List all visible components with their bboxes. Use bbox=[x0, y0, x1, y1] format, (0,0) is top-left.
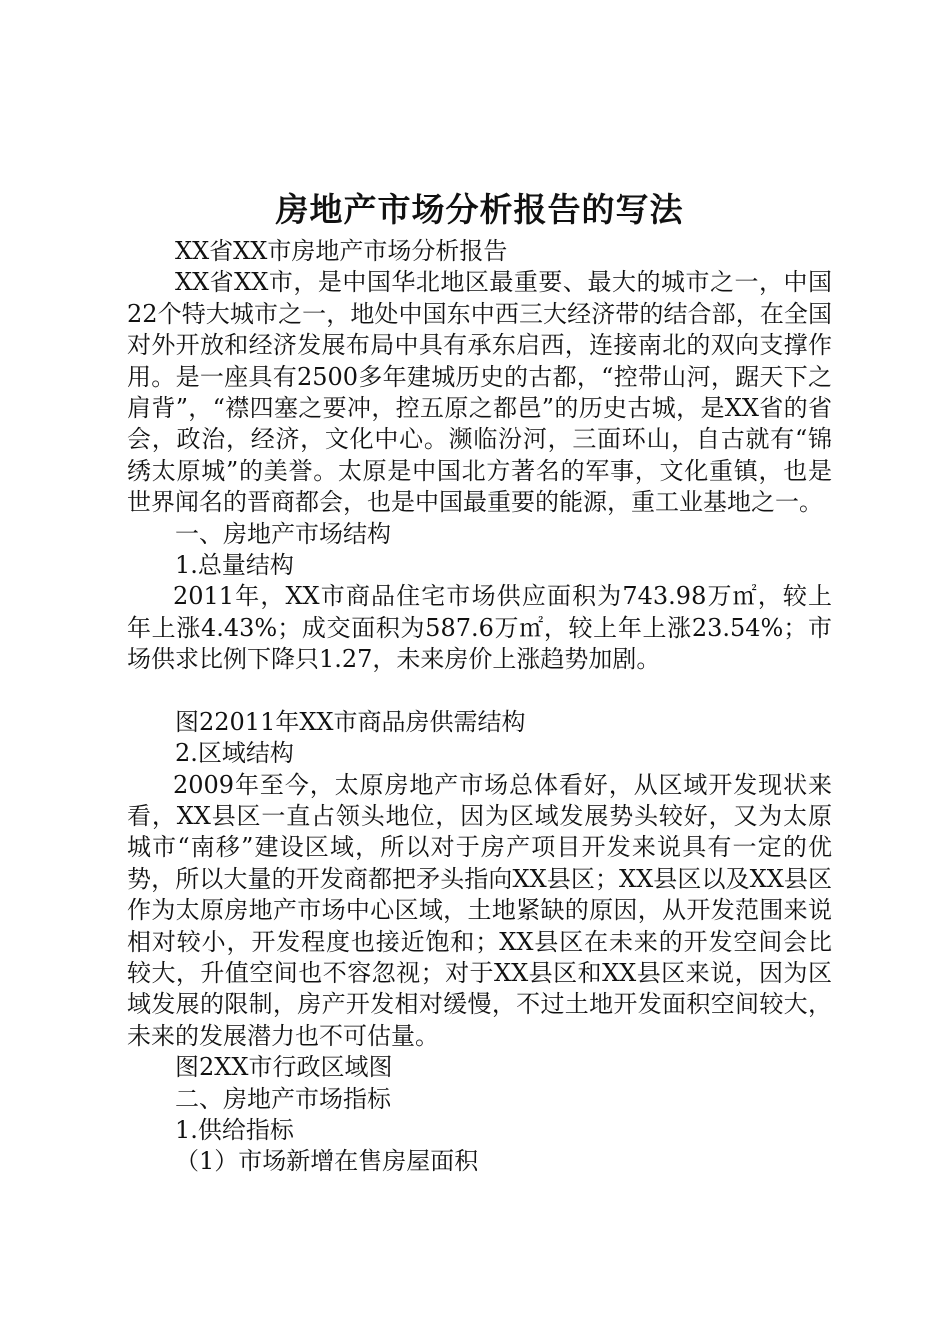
figure-caption-admin-map: 图2XX市行政区域图 bbox=[175, 1053, 393, 1082]
subsection-heading-supply-indicators: 1.供给指标 bbox=[175, 1115, 294, 1144]
total-structure-paragraph: 2011年，XX市商品住宅市场供应面积为743.98万㎡，较上年上涨4.43%；成交面积为587.6万㎡，较上年上涨23.54%；市场供求比例下降只1.27，未来房价上涨趋势加剧。 bbox=[127, 582, 832, 674]
regional-structure-paragraph: 2009年至今，太原房地产市场总体看好，从区域开发现状来看，XX县区一直占领头地位，因为区域发展势头较好，又为太原城市“南移”建设区域，所以对于房产项目开发来说具有一定的优势，所以大量的开发商都把矛头指向XX县区；XX县区以及XX县区作为太原房地产市场中心区域，土地紧缺的原因，从开发范围来说相对较小，开发程度也接近饱和；XX县区在未来的开发空间会比较大，升值空间也不容忽视；对于XX县区和XX县区来说，因为区域发展的限制，房产开发相对缓慢，不过土地开发面积空间较大，未来的发展潜力也不可估量。 bbox=[127, 770, 832, 1050]
figure-caption-supply-demand: 图22011年XX市商品房供需结构 bbox=[175, 707, 526, 736]
section-heading-market-indicators: 二、房地产市场指标 bbox=[175, 1084, 391, 1113]
subsection-heading-regional-structure: 2.区域结构 bbox=[175, 739, 294, 768]
document-page bbox=[127, 188, 832, 1178]
document-title: 房地产市场分析报告的写法 bbox=[275, 190, 684, 229]
item-heading-new-area: （1）市场新增在售房屋面积 bbox=[175, 1147, 479, 1176]
figure-placeholder-space bbox=[127, 676, 832, 707]
intro-paragraph: XX省XX市，是中国华北地区最重要、最大的城市之一，中国22个特大城市之一，地处中国东中西三大经济带的结合部，在全国对外开放和经济发展布局中具有承东启西，连接南北的双向支撑作用。是一座具有2500多年建城历史的古都，“控带山河，踞天下之肩背”，“襟四塞之要冲，控五原之都邑”的历史古城，是XX省的省会，政治，经济，文化中心。濒临汾河，三面环山，自古就有“锦绣太原城”的美誉。太原是中国北方著名的军事，文化重镇，也是世界闻名的晋商都会，也是中国最重要的能源，重工业基地之一。 bbox=[127, 268, 832, 517]
section-heading-market-structure: 一、房地产市场结构 bbox=[175, 519, 391, 548]
subsection-heading-total-structure: 1.总量结构 bbox=[175, 551, 294, 580]
report-subtitle: XX省XX市房地产市场分析报告 bbox=[175, 237, 508, 265]
